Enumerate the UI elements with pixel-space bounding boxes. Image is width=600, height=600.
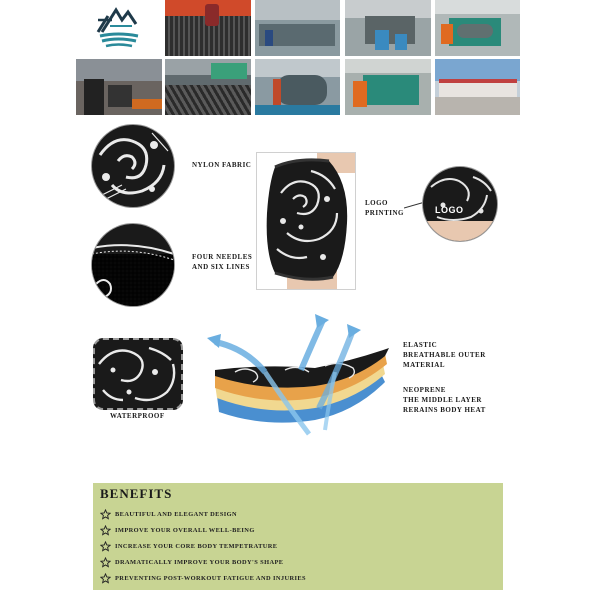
factory-photo-2 [255,0,340,56]
factory-photo-5 [76,59,162,115]
benefit-text: DRAMATICALLY IMPROVE YOUR BODY'S SHAPE [115,558,284,566]
brand-logo [88,2,158,54]
benefit-text: PREVENTING POST-WORKOUT FATIGUE AND INJURIES [115,574,307,582]
factory-photo-7 [255,59,340,115]
star-outline-icon [100,541,111,552]
benefit-item [100,508,237,520]
star-outline-icon [100,525,111,536]
four-needles-swatch [92,224,174,306]
logo-printing-swatch [423,167,497,241]
knee-sleeve-photo [256,152,356,290]
benefit-item [100,524,255,536]
neoprene-label: NEOPRENE THE MIDDLE LAYER RERAINS BODY HEAT [403,386,486,414]
brand-logo-icon [88,2,158,54]
waterproof-swatch [93,338,183,410]
factory-photo-6 [165,59,251,115]
four-needles-label: FOUR NEEDLES AND SIX LINES [192,253,253,271]
benefits-title: BENEFITS [100,486,173,501]
star-outline-icon [100,557,111,568]
factory-photo-8 [345,59,431,115]
nylon-fabric-label: NYLON FABRIC [192,161,252,169]
benefit-text: IMPROVE YOUR OVERALL WELL-BEING [115,526,255,534]
elastic-outer-label: ELASTIC BREATHABLE OUTER MATERIAL [403,341,486,369]
star-outline-icon [100,573,111,584]
factory-photo-1 [165,0,251,56]
benefit-item [100,572,306,584]
logo-mark-text: LOGO [435,205,464,215]
nylon-fabric-swatch [92,125,174,207]
benefit-text: INCREASE YOUR CORE BODY TEMPETRATURE [115,542,278,550]
waterproof-label: WATERPROOF [110,412,165,420]
benefit-text: BEAUTIFUL AND ELEGANT DESIGN [115,510,238,518]
benefit-item [100,556,283,568]
benefits-panel [93,483,503,590]
logo-printing-label: LOGO PRINTING [365,199,405,217]
factory-photo-4 [435,0,520,56]
benefit-item [100,540,277,552]
layer-diagram [205,312,400,442]
star-outline-icon [100,509,111,520]
factory-photo-3 [345,0,431,56]
factory-photo-9 [435,59,520,115]
